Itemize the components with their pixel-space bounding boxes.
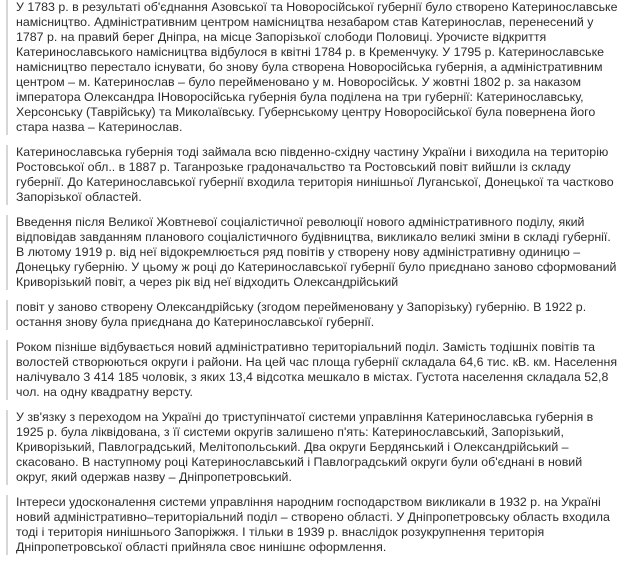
paragraph-5 [6,340,636,400]
paragraph-6 [6,410,636,485]
paragraph-line: У зв'язку з переходом на Україні до триступінчатої системи управління Катеринославська губернія в [16,410,594,424]
paragraph-line: губернії. До Катеринославської губернії входила територія нинішньої Луганської, Донецької та частково [16,175,614,189]
paragraph-line: відповідав завданням планового соціалістичного будівництва, викликало великі зміни в складі губернії. [16,230,611,244]
paragraph-line: центром – м. Катеринослав – було перейменовано у м. Новоросійськ. У жовтні 1802 р. за наказом [16,75,582,89]
paragraph-7 [6,495,636,555]
paragraph-2 [6,145,636,205]
paragraph-line: тоді і територія нинішнього Запоріжжя. І тільки в 1939 р. внаслідок розукрупнення територія [16,525,545,539]
paragraph-line: остання знову була приєднана до Катеринославської губернії. [16,315,375,329]
paragraph-line: Херсонську (Таврійську) та Миколаївську. Губернському центру Новоросійської була повернена його [16,105,596,119]
paragraph-1 [6,0,636,135]
paragraph-line: 1925 р. була ліквідована, з її системи округів залишено п'ять: Катеринославський, Запорізький, [16,425,564,439]
paragraph-line: Криворізький, Павлоградський, Мелітопольський. Два округи Бердянський і Олександрійський – [16,440,569,454]
paragraph-line: новий адміністративно–територіальний поділ – створено області. У Дніпропетровську область входила [16,510,610,524]
paragraph-line: намісництво перестало існувати, бо знову була створена Новоросійська губернія, а адміністративним [16,60,603,74]
paragraph-line: стара назва – Катеринослав. [16,120,183,134]
paragraph-line: Роком пізніше відбувається новий адміністративно територіальний поділ. Замість тодішніх повітів та [16,340,596,354]
paragraph-line: налічувало 3 414 185 чоловік, з яких 13,4 відсотка мешкало в містах. Густота населення складала 52,8 [16,370,609,384]
paragraph-line: В лютому 1919 р. від неї відокремлюється ряд повітів у створену нову адміністративну одиницю – [16,245,581,259]
paragraph-line: скасовано. В наступному році Катеринославський і Павлоградський округи були об'єднані в новий [16,455,583,469]
paragraph-line: імператора Олександра ІНоворосійська губернія була поділена на три губернії: Катеринославську, [16,90,584,104]
paragraph-line: Введення після Великої Жовтневої соціалістичної революції нового адміністративного поділу, який [16,215,585,229]
paragraph-line: Донецьку губернію. У цьому ж році до Катеринославської губернії було приєднано заново сформований [16,260,617,274]
paragraph-line: округ, який одержав назву – Дніпропетровський. [16,470,292,484]
paragraph-line: чол. на одну квадратну версту. [16,385,193,399]
paragraph-line: Криворізький повіт, а через рік від неї відходить Олександрійський [16,275,399,289]
paragraph-line: повіт у заново створену Олександрійську (згодом перейменовану у Запорізьку) губернію. В 1922 р. [16,300,587,314]
paragraph-line: У 1783 р. в результаті об'єднання Азовської та Новоросійської губернії було створено Катеринославське [16,0,618,14]
paragraph-line: Інтереси удосконалення системи управління народним господарством викликали в 1932 р. на Україні [16,495,601,509]
paragraph-line: Запорізької областей. [16,190,142,204]
paragraph-4 [6,300,636,330]
paragraph-3 [6,215,636,290]
paragraph-line: волостей створюються округи і райони. На цей час площа губернії складала 64,6 тис. кВ. км. Населення [16,355,618,369]
paragraph-line: 1787 р. на правий берег Дніпра, на місце Запорізької слободи Половиці. Урочисте відкриття [16,30,547,44]
paragraph-line: Катеринославська губернія тоді займала всю південно-східну частину України і виходила на територію [16,145,609,159]
paragraph-line: намісництво. Адміністративним центром намісництва незабаром став Катеринослав, перенесений у [16,15,594,29]
paragraph-line: Ростовської обл.. в 1887 р. Таганрозьке градоначальство та Ростовський повіт вийшли із складу [16,160,571,174]
paragraph-line: Дніпропетровської області прийняла своє нинішнє оформлення. [16,540,387,554]
paragraph-line: Катеринославського намісництва відбулося в квітні 1784 р. в Кременчуку. У 1795 р. Катеринославське [16,45,605,59]
